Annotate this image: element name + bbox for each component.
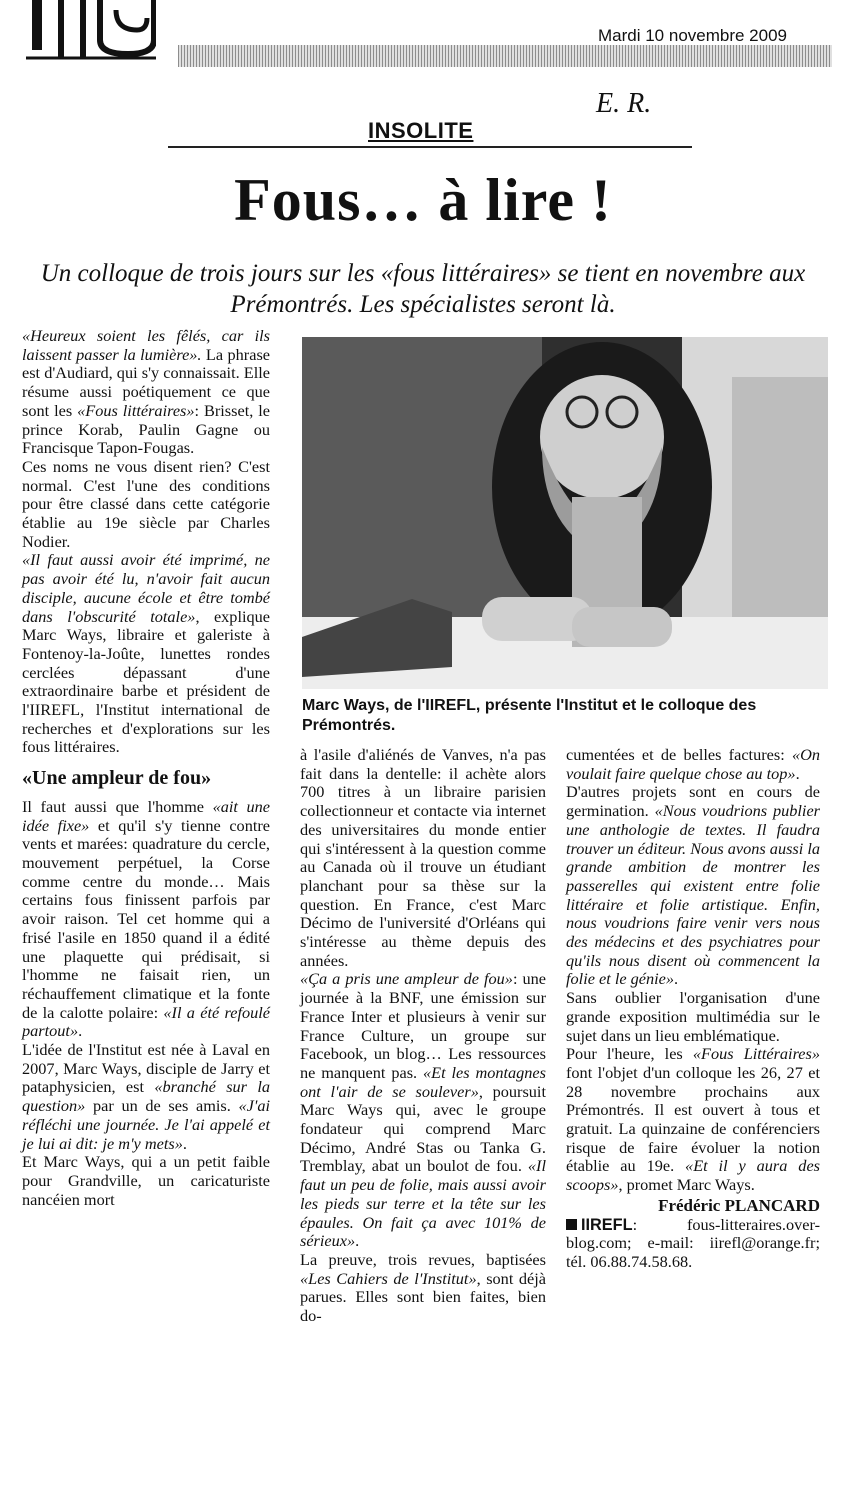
photo-caption: Marc Ways, de l'IIREFL, présente l'Institut et le colloque des Prémontrés. [302, 697, 757, 734]
standfirst: Un colloque de trois jours sur les «fous littéraires» se tient en novembre aux Prémontrés. Les spécialistes seront là. [40, 260, 806, 318]
info-label: IIREFL [581, 1215, 633, 1234]
author-signature: Frédéric PLANCARD [658, 1195, 820, 1215]
text: La preuve, trois revues, baptisées [300, 1249, 546, 1269]
quote: «Les Cahiers de l'Institut» [300, 1268, 477, 1288]
paragraph [22, 327, 270, 458]
paragraph [300, 1251, 546, 1326]
article-column-1 [22, 327, 270, 1209]
article-column-2 [300, 746, 546, 1326]
text: , poursuit Marc Ways qui, avec le groupe fondateur qui comprend Marc Décimo, André Stas ou Tanka G. Tremblay, abat un boulot de fou. [300, 1081, 546, 1176]
photo-illustration [302, 337, 828, 689]
text: L'idée de l'Institut est née à Laval en 2007, Marc Ways, disciple de Jarry et pataphysicien, est [22, 1040, 270, 1097]
issue-date: Mardi 10 novembre 2009 [598, 26, 788, 45]
paragraph [300, 970, 546, 1251]
paragraph [566, 1045, 820, 1195]
text: La phrase est d'Audiard, qui s'y connaissait. Elle résume aussi poétiquement ce que sont les [22, 344, 271, 420]
text: . [78, 1021, 83, 1041]
quote: «Ça a pris une ampleur de fou» [300, 969, 513, 989]
quote: «branché sur la question» [22, 1077, 271, 1116]
text: , explique Marc Ways, libraire et galeriste à Fontenoy-la-Joûte, lunettes rondes cerclées dépassant d'une extraordinaire barbe et président de l'IIREFL, l'Institut international de recherches et d'explorations sur les fous littéraires. [22, 606, 270, 757]
handwritten-annotation: E. R. [596, 88, 652, 119]
text: : Brisset, le prince Korab, Paulin Gagne ou Francisque Tapon-Fougas. [22, 400, 270, 458]
subheading: «Une ampleur de fou» [22, 767, 212, 790]
info-text: : fous-litteraires.over-blog.com; e-mail: iirefl@orange.fr; tél. 06.88.74.58.68. [566, 1214, 820, 1271]
text: cumentées et de belles factures: [566, 745, 792, 764]
paragraph [22, 1041, 270, 1153]
masthead-hatch-band [178, 45, 832, 67]
quote: «Fous littéraires» [77, 400, 195, 420]
quote: «J'ai réfléchi une journée. Je l'ai appelé et je lui ai dit: je m'y mets» [22, 1096, 270, 1153]
text: font l'objet d'un colloque les 26, 27 et 28 novembre prochains aux Prémontrés. Il est ouvert à tous et gratuit. La quinzaine de conférenciers risque de faire évoluer la notion établie au 19e. [566, 1062, 820, 1176]
quote: «Et il y aura des scoops» [566, 1156, 821, 1195]
text: . [182, 1133, 187, 1153]
paragraph [22, 798, 270, 1041]
headline: Fous… à lire ! [234, 167, 612, 233]
rubric-rule [168, 146, 692, 148]
article-photo [302, 337, 828, 689]
quote: «Heureux soient les fêlés, car ils laissent passer la lumière». [22, 326, 270, 364]
text: D'autres projets sont en cours de germination. [566, 782, 820, 821]
paragraph: à l'asile d'aliénés de Vanves, n'a pas fait dans la dentelle: il achète alors 700 titres à un libraire parisien collectionneur et contacte via internet des universitaires du monde entier qui s'intéressent à la question comme au Canada où il trouve un étudiant planchant pour sa thèse sur la question. En France, c'est Marc Décimo de l'université d'Orléans qui s'intéresse au thème depuis des années. [300, 745, 546, 970]
text: . [674, 969, 679, 989]
text: . [355, 1231, 360, 1251]
paragraph: Sans oublier l'organisation d'une grande exposition multimédia sur le sujet dans un lieu emblématique. [566, 988, 820, 1045]
text: , promet Marc Ways. [618, 1175, 755, 1195]
quote: «Fous Littéraires» [692, 1044, 820, 1064]
paragraph: Ces noms ne vous disent rien? C'est normal. C'est l'une des conditions pour être classé dans cette catégorie établie au 19e siècle par Charles Nodier. [22, 456, 270, 551]
paragraph: Et Marc Ways, qui a un petit faible pour Grandville, un caricaturiste nancéien mort [22, 1152, 270, 1209]
newspaper-logo [22, 0, 156, 60]
quote: «Il a été refoulé partout» [22, 1002, 270, 1041]
text: , sont déjà parues. Elles sont bien faites, bien do- [300, 1268, 546, 1326]
quote: «ait une idée fixe» [22, 796, 271, 835]
square-bullet-icon [566, 1219, 577, 1230]
text: Il faut aussi que l'homme [22, 796, 213, 816]
text: : une journée à la BNF, une émission sur France Inter et plusieurs à venir sur France Culture, un groupe sur Facebook, un blog… Les ressources ne manquent pas. [300, 969, 547, 1082]
quote: «Il faut aussi avoir été imprimé, ne pas avoir été lu, n'avoir fait aucun disciple, aucune école et être tombé dans l'obscurité totale» [22, 550, 270, 626]
paragraph [566, 746, 820, 783]
text: par un de ses amis. [85, 1096, 239, 1116]
quote: «Et les montagnes ont l'air de se soulever» [300, 1062, 546, 1101]
text: Pour l'heure, les [566, 1044, 693, 1064]
paragraph [22, 551, 270, 757]
contact-info [566, 1216, 820, 1272]
rubric-label: INSOLITE [362, 118, 479, 144]
paragraph [566, 783, 820, 989]
quote: «On voulait faire quelque chose au top» [566, 745, 820, 783]
article-column-3 [566, 746, 820, 1272]
quote: «Il faut un peu de folie, mais aussi avoir les pieds sur terre et la tête sur les épaules. On fait ça avec 101% de sérieux» [300, 1156, 546, 1251]
quote: «Nous voudrions publier une anthologie de textes. Il faudra trouver un éditeur. Nous avons aussi la grande ambition de montrer les passerelles qui existent entre folie littéraire et folie artistique. Enfin, nous voudrions faire venir vers nous des médecins et des psychiatres pour qu'ils nous disent où commencent la folie et le génie» [566, 801, 821, 989]
text: . [795, 763, 800, 783]
text: et qu'il s'y tienne contre vents et marées: quadrature du cercle, mouvement perpétuel, la Corse comme centre du monde… Mais certains fous finissent parfois par avoir raison. Tel cet homme qui a frisé l'asile en 1850 quand il a édité une plaquette qui prédisait, si l'homme ne faisait rien, un réchauffement climatique et la fonte de la calotte polaire: [22, 815, 271, 1022]
